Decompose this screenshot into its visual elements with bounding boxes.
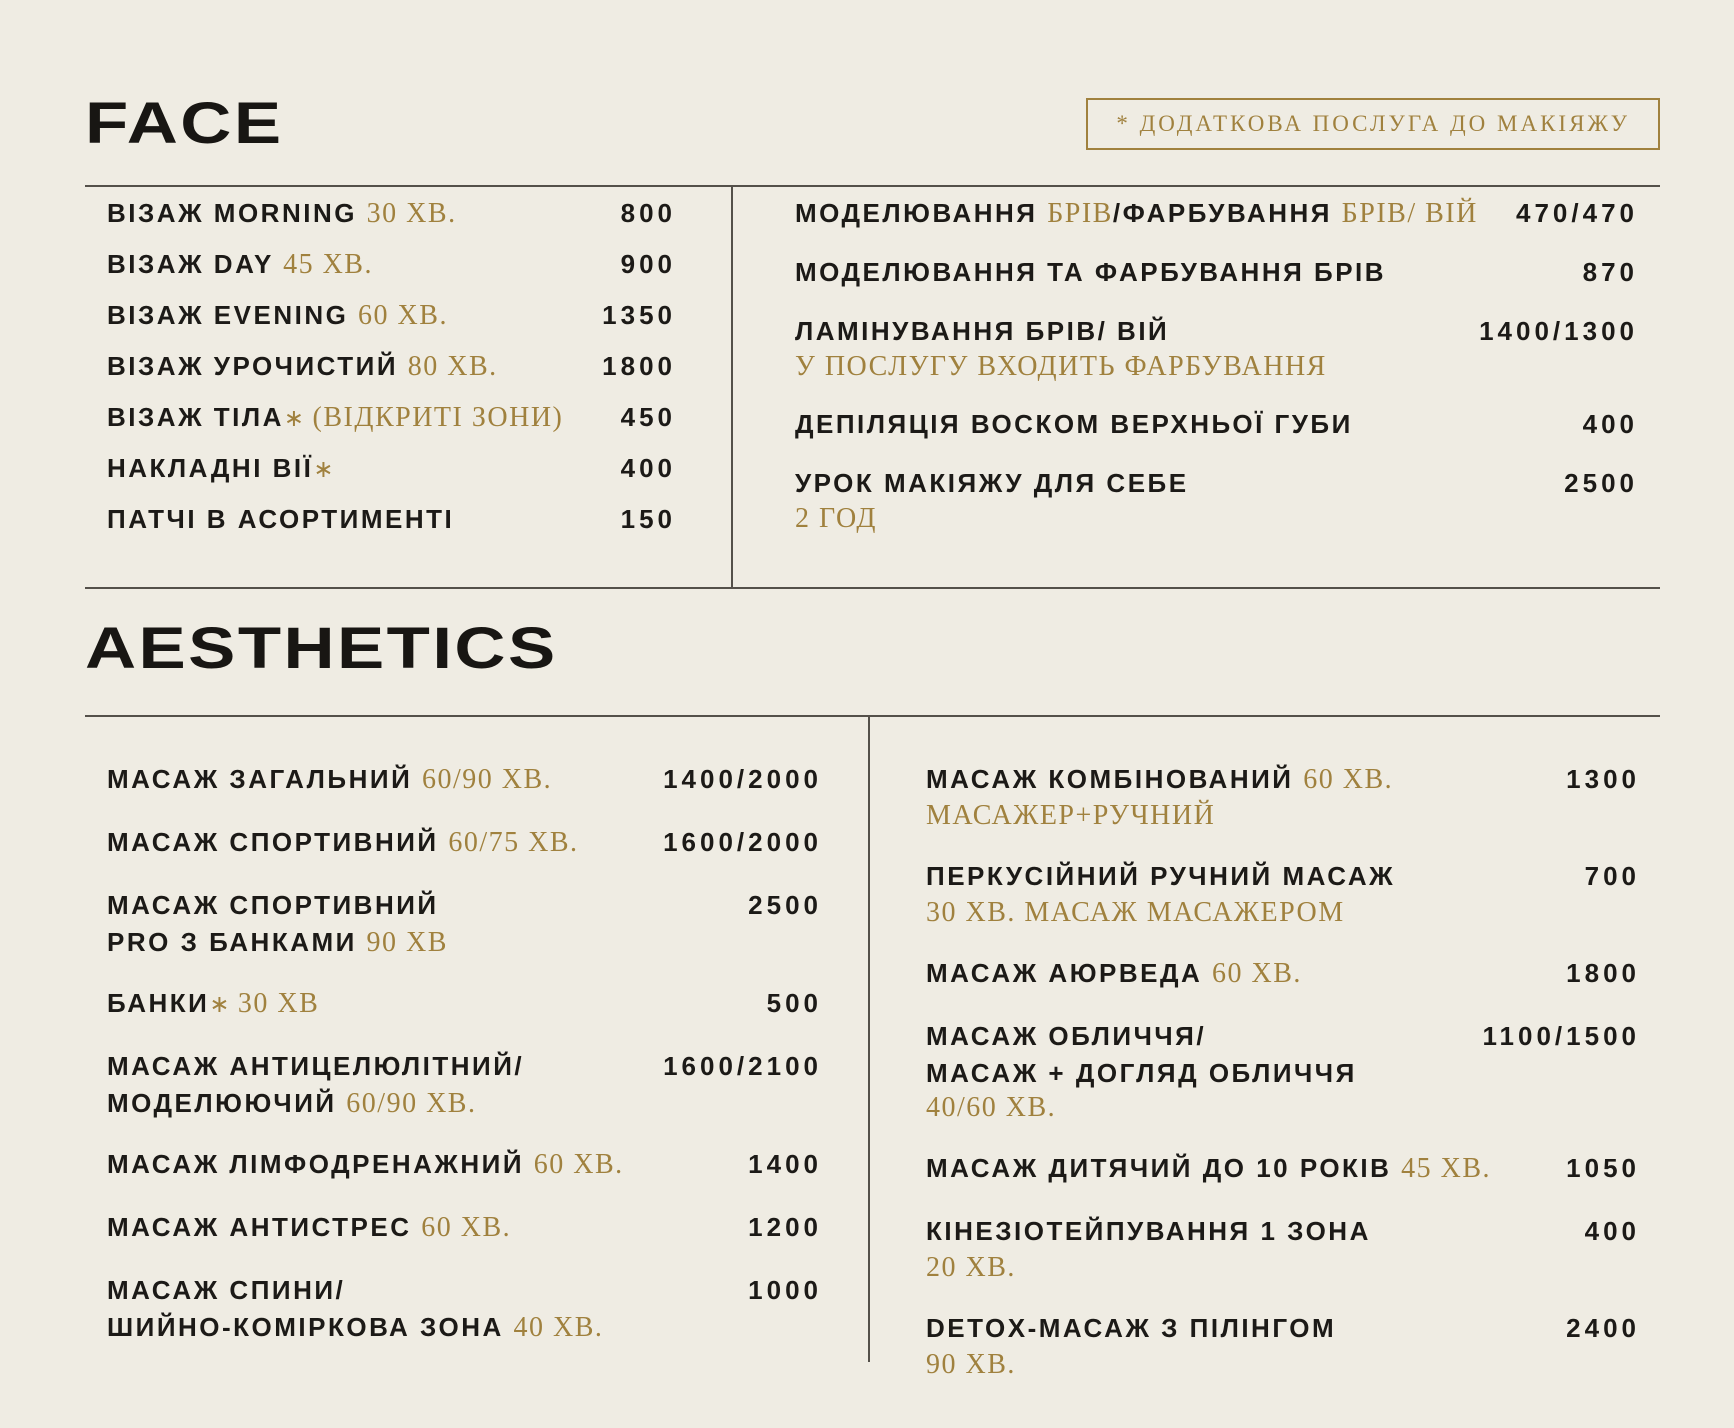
item-name <box>795 315 1327 386</box>
extra-service-star-icon: ∗ <box>313 455 334 483</box>
item-name <box>107 503 454 540</box>
menu-item <box>795 315 1638 386</box>
service-name-text: ШИЙНО-КОМІРКОВА ЗОНА <box>107 1312 514 1342</box>
section-title-face: FACE <box>85 91 284 156</box>
face-column-left <box>85 187 731 587</box>
service-name-text: МАСАЖ ДИТЯЧИЙ ДО 10 РОКІВ <box>926 1153 1402 1183</box>
item-name <box>107 1049 524 1123</box>
service-name-text: МАСАЖ АНТИСТРЕС <box>107 1212 422 1242</box>
item-title-line <box>926 1151 1491 1190</box>
item-name <box>107 350 498 387</box>
service-name-text: МАСАЖ + ДОГЛЯД ОБЛИЧЧЯ <box>926 1058 1357 1088</box>
menu-item <box>107 986 822 1025</box>
item-subtitle <box>795 352 1327 386</box>
item-title-line <box>926 762 1393 801</box>
item-price: 2500 <box>1564 468 1638 498</box>
service-detail-text: 60 ХВ. <box>358 300 448 331</box>
item-name <box>107 197 457 234</box>
item-price: 1300 <box>1566 764 1640 794</box>
item-title-line <box>926 1019 1357 1058</box>
service-name-text: БАНКИ <box>107 988 210 1018</box>
service-name-text: ПЕРКУСІЙНИЙ РУЧНИЙ МАСАЖ <box>926 861 1396 891</box>
service-name-text: МОДЕЛЮВАННЯ <box>795 198 1048 228</box>
item-title-line <box>107 986 319 1025</box>
item-price: 800 <box>620 198 676 228</box>
item-name <box>107 401 563 438</box>
service-name-text: МАСАЖ СПОРТИВНИЙ <box>107 890 439 920</box>
item-title-line <box>107 197 457 234</box>
item-name <box>107 1273 603 1347</box>
service-detail-text: МАСАЖЕР+РУЧНИЙ <box>926 800 1216 831</box>
item-title-line <box>107 503 454 540</box>
item-subtitle <box>926 898 1395 932</box>
service-name-text: ПАТЧІ В АСОРТИМЕНТІ <box>107 504 455 534</box>
service-name-text: МАСАЖ СПИНИ/ <box>107 1275 346 1305</box>
service-name-text: МАСАЖ АНТИЦЕЛЮЛІТНИЙ/ <box>107 1051 525 1081</box>
service-name-text: /ФАРБУВАННЯ <box>1112 198 1342 228</box>
item-name <box>107 299 448 336</box>
service-name-text: ВІЗАЖ EVENING <box>107 300 359 330</box>
menu-item <box>926 1214 1640 1287</box>
item-title-line <box>795 467 1189 504</box>
service-detail-text: 60/90 ХВ. <box>421 764 553 795</box>
menu-item <box>107 888 822 962</box>
section-title-aesthetics: AESTHETICS <box>85 616 558 681</box>
menu-item <box>926 1311 1640 1384</box>
service-name-text: ВІЗАЖ MORNING <box>107 198 367 228</box>
aesthetics-column-left <box>85 717 868 1362</box>
item-name <box>107 762 552 801</box>
item-name <box>107 888 448 962</box>
item-price: 400 <box>1582 409 1638 439</box>
service-detail-text: 80 ХВ. <box>407 351 498 382</box>
note-text: * ДОДАТКОВА ПОСЛУГА ДО МАКІЯЖУ <box>1116 111 1630 136</box>
service-detail-text: 30 ХВ. <box>366 198 457 229</box>
menu-item <box>795 197 1638 234</box>
item-subtitle <box>107 1312 603 1347</box>
service-detail-text: 90 ХВ <box>366 927 448 958</box>
item-price: 1600/2000 <box>663 827 822 857</box>
item-subtitle <box>926 1093 1357 1127</box>
item-price: 150 <box>620 504 676 534</box>
item-price: 1800 <box>1566 958 1640 988</box>
service-name-text: ДЕПІЛЯЦІЯ ВОСКОМ ВЕРХНЬОЇ ГУБИ <box>795 409 1353 439</box>
service-name-text: МАСАЖ СПОРТИВНИЙ <box>107 827 449 857</box>
service-detail-text: 40/60 ХВ. <box>926 1092 1057 1123</box>
service-detail-text: У ПОСЛУГУ ВХОДИТЬ ФАРБУВАННЯ <box>795 351 1327 382</box>
service-name-text: МОДЕЛЮЮЧИЙ <box>107 1088 347 1118</box>
item-name <box>795 408 1353 445</box>
item-price: 400 <box>1584 1216 1640 1246</box>
item-price: 870 <box>1582 257 1638 287</box>
item-price: 1800 <box>602 351 676 381</box>
item-title-line <box>107 299 448 336</box>
service-detail-text: 40 ХВ. <box>513 1312 604 1343</box>
item-name <box>795 256 1386 293</box>
item-price: 1000 <box>748 1275 822 1305</box>
item-price: 400 <box>620 453 676 483</box>
service-detail-text: 60/90 ХВ. <box>346 1088 477 1119</box>
service-detail-text: 90 ХВ. <box>926 1349 1016 1380</box>
item-title-line <box>926 1214 1371 1253</box>
item-title-line <box>107 401 563 438</box>
service-detail-text: (ВІДКРИТІ ЗОНИ) <box>304 402 564 433</box>
service-name-text: МАСАЖ АЮРВЕДА <box>926 958 1212 988</box>
face-menu <box>85 187 1660 587</box>
item-name <box>107 1147 624 1186</box>
item-subtitle <box>926 1058 1357 1093</box>
item-title-line <box>926 956 1302 995</box>
service-detail-text: БРІВ/ ВІЙ <box>1341 198 1478 229</box>
item-title-line <box>795 408 1353 445</box>
menu-item <box>107 503 676 540</box>
service-name-text: МОДЕЛЮВАННЯ ТА ФАРБУВАННЯ БРІВ <box>795 257 1387 287</box>
item-price: 1350 <box>602 300 676 330</box>
item-price: 1600/2100 <box>663 1051 822 1081</box>
menu-item <box>107 1147 822 1186</box>
item-subtitle <box>926 1253 1371 1287</box>
menu-item <box>107 401 676 438</box>
service-detail-text: 45 ХВ. <box>283 249 373 280</box>
item-price: 450 <box>620 402 676 432</box>
menu-item <box>107 350 676 387</box>
service-name-text: ЛАМІНУВАННЯ БРІВ/ ВІЙ <box>795 316 1170 346</box>
menu-item <box>926 762 1640 835</box>
item-name <box>926 956 1302 995</box>
item-title-line <box>107 452 333 489</box>
service-detail-text: 20 ХВ. <box>926 1252 1016 1283</box>
service-name-text: DETOX-МАСАЖ З ПІЛІНГОМ <box>926 1313 1337 1343</box>
item-title-line <box>926 859 1395 898</box>
menu-item <box>107 825 822 864</box>
aesthetics-column-right <box>868 717 1660 1380</box>
item-subtitle <box>926 1350 1336 1384</box>
aesthetics-header <box>85 616 1660 681</box>
item-price: 500 <box>766 988 822 1018</box>
item-subtitle <box>107 1088 524 1123</box>
item-price: 470/470 <box>1516 198 1638 228</box>
item-title-line <box>926 1311 1336 1350</box>
service-name-text: МАСАЖ КОМБІНОВАНИЙ <box>926 764 1304 794</box>
item-title-line <box>107 825 579 864</box>
item-title-line <box>107 1147 624 1186</box>
item-name <box>107 248 373 285</box>
service-detail-text: 60 ХВ. <box>1212 958 1302 989</box>
item-title-line <box>107 248 373 285</box>
item-title-line <box>795 256 1386 293</box>
item-price: 700 <box>1584 861 1640 891</box>
menu-item <box>926 956 1640 995</box>
menu-item <box>107 762 822 801</box>
service-detail-text: 60 ХВ. <box>533 1149 624 1180</box>
menu-item <box>926 859 1640 932</box>
item-name <box>926 762 1393 835</box>
item-name <box>107 986 319 1025</box>
item-title-line <box>107 762 552 801</box>
item-name <box>926 1311 1336 1384</box>
extra-service-star-icon: ∗ <box>209 990 230 1018</box>
extra-service-star-icon: ∗ <box>283 404 305 432</box>
menu-item <box>926 1151 1640 1190</box>
item-subtitle <box>926 801 1393 835</box>
service-name-text: МАСАЖ ЛІМФОДРЕНАЖНИЙ <box>107 1149 534 1179</box>
item-title-line <box>795 197 1478 234</box>
menu-item <box>107 1273 822 1347</box>
service-detail-text: 60/75 ХВ. <box>448 827 579 858</box>
service-detail-text: 2 ГОД <box>795 503 877 534</box>
service-detail-text: БРІВ <box>1047 198 1113 229</box>
face-header <box>85 0 1660 156</box>
item-name <box>926 859 1395 932</box>
note-box <box>1086 98 1660 150</box>
item-subtitle <box>107 927 448 962</box>
item-price: 2500 <box>748 890 822 920</box>
menu-item <box>107 299 676 336</box>
item-price: 1400 <box>748 1149 822 1179</box>
item-price: 1200 <box>748 1212 822 1242</box>
aesthetics-menu <box>85 717 1660 1380</box>
item-name <box>107 1210 511 1249</box>
menu-item <box>107 248 676 285</box>
service-detail-text: 30 ХВ. МАСАЖ МАСАЖЕРОМ <box>926 897 1345 928</box>
item-name <box>107 452 333 489</box>
item-name <box>795 467 1189 538</box>
menu-item <box>795 256 1638 293</box>
service-name-text: ВІЗАЖ УРОЧИСТИЙ <box>107 351 408 381</box>
menu-item <box>107 1210 822 1249</box>
item-price: 900 <box>620 249 676 279</box>
item-name <box>926 1019 1357 1127</box>
item-price: 2400 <box>1566 1313 1640 1343</box>
item-name <box>795 197 1478 234</box>
item-title-line <box>107 888 448 927</box>
service-detail-text: 30 ХВ <box>229 988 320 1019</box>
face-column-right <box>731 187 1660 587</box>
divider-line-middle <box>85 587 1660 589</box>
item-price: 1400/2000 <box>663 764 822 794</box>
item-title-line <box>107 350 498 387</box>
service-name-text: НАКЛАДНІ ВІЇ <box>107 453 314 483</box>
service-name-text: МАСАЖ ОБЛИЧЧЯ/ <box>926 1021 1207 1051</box>
item-name <box>107 825 579 864</box>
service-detail-text: 60 ХВ. <box>1303 764 1394 795</box>
menu-item <box>107 452 676 489</box>
service-name-text: PRO З БАНКАМИ <box>107 927 367 957</box>
item-title-line <box>107 1273 603 1312</box>
service-detail-text: 60 ХВ. <box>421 1212 512 1243</box>
item-name <box>926 1151 1491 1190</box>
item-price: 1100/1500 <box>1482 1021 1640 1051</box>
service-name-text: КІНЕЗІОТЕЙПУВАННЯ 1 ЗОНА <box>926 1216 1371 1246</box>
menu-item <box>926 1019 1640 1127</box>
item-price: 1050 <box>1566 1153 1640 1183</box>
item-name <box>926 1214 1371 1287</box>
item-title-line <box>107 1049 524 1088</box>
item-subtitle <box>795 504 1189 538</box>
menu-item <box>795 408 1638 445</box>
service-name-text: ВІЗАЖ DAY <box>107 249 284 279</box>
service-name-text: ВІЗАЖ ТІЛА <box>107 402 284 432</box>
item-title-line <box>107 1210 511 1249</box>
menu-item <box>107 197 676 234</box>
service-name-text: МАСАЖ ЗАГАЛЬНИЙ <box>107 764 422 794</box>
service-detail-text: 45 ХВ. <box>1401 1153 1492 1184</box>
item-title-line <box>795 315 1327 352</box>
service-name-text: УРОК МАКІЯЖУ ДЛЯ СЕБЕ <box>795 468 1189 498</box>
item-price: 1400/1300 <box>1479 316 1638 346</box>
menu-item <box>795 467 1638 538</box>
menu-item <box>107 1049 822 1123</box>
